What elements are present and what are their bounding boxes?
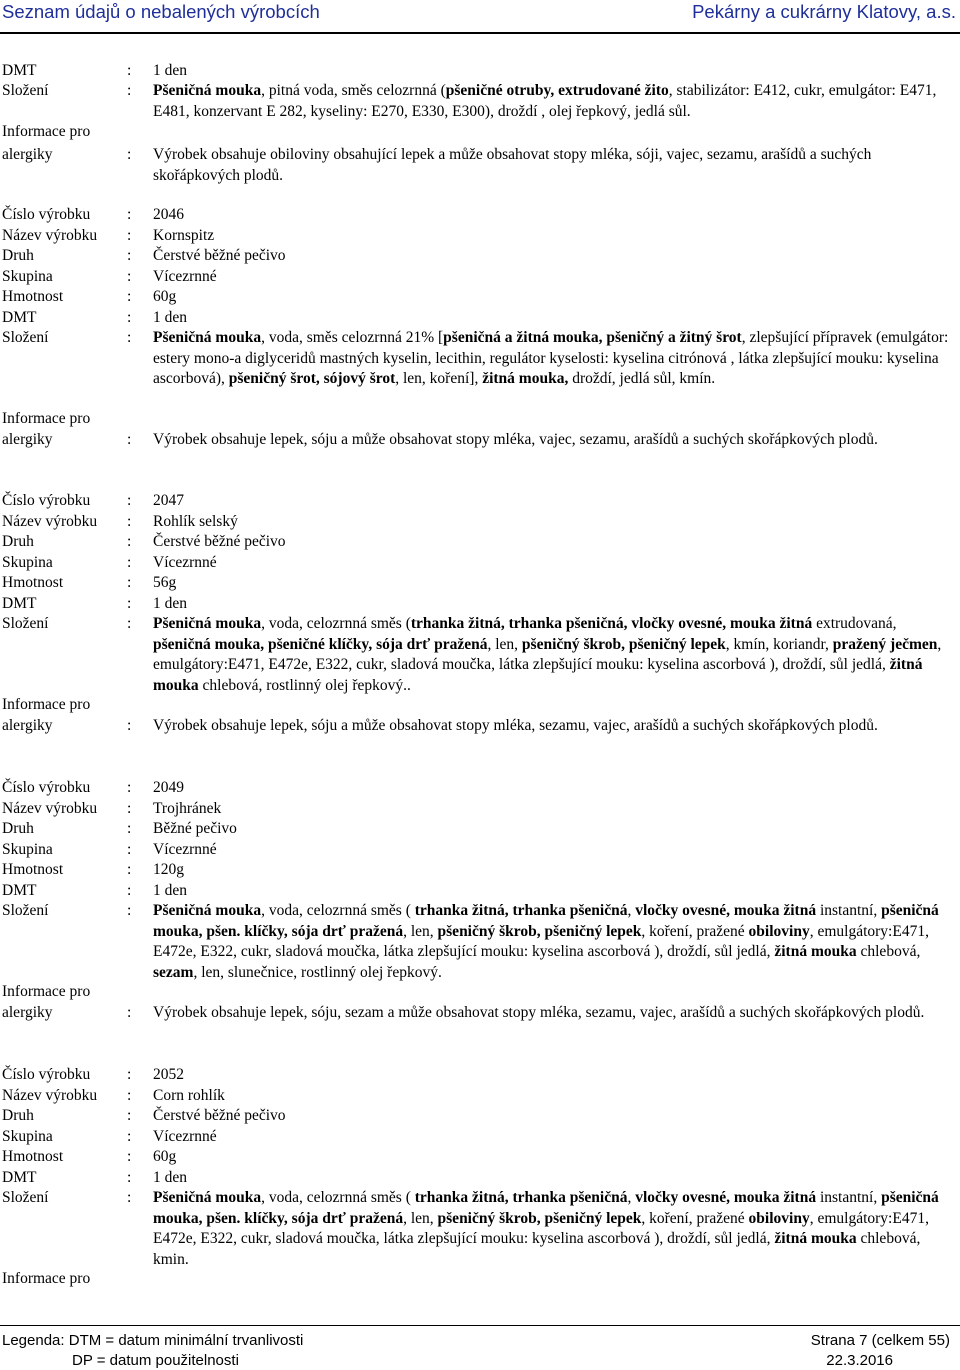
field-colon: : <box>127 881 132 899</box>
allergen-highlight: Pšeničná mouka <box>153 902 262 919</box>
composition-text <box>153 614 958 696</box>
field-label: Název výrobku <box>2 226 98 244</box>
field-label: Složení <box>2 82 49 99</box>
field-colon: : <box>127 512 132 530</box>
field-label: Složení <box>2 329 49 346</box>
allergen-highlight: pšeničná mouka, pšen. klíčky, sója drť pražená <box>153 902 939 940</box>
composition-segment: , len, <box>403 1209 438 1227</box>
footer-page-number: Strana 7 (celkem 55) <box>810 1332 950 1349</box>
field-value: 1 den <box>153 308 188 326</box>
field-label: Složení <box>2 1189 49 1206</box>
allergen-highlight: Pšeničná mouka <box>153 1189 262 1206</box>
field-value: Corn rohlík <box>153 1086 225 1104</box>
composition-segment: , voda, celozrnná směs ( <box>261 1189 415 1206</box>
field-label: alergiky <box>2 1004 53 1021</box>
field-value: Výrobek obsahuje obiloviny obsahující lepek a může obsahovat stopy mléka, sóji, vajec, sezamu, arašídů a suchých skořápkových plodů. <box>153 146 872 184</box>
allergen-highlight: pšeničná mouka, pšeničné klíčky, sója drť pražená <box>153 635 488 653</box>
composition-segment: chlebová, rostlinný olej řepkový.. <box>198 676 411 694</box>
composition-segment: , voda, celozrnná směs ( <box>261 902 415 919</box>
header-document-title: Seznam údajů o nebalených výrobcích <box>2 1 320 22</box>
field-value: Výrobek obsahuje lepek, sóju, sezam a může obsahovat stopy mléka, sezamu, vajec, arašídů a suchých skořápkových plodů. <box>153 1004 925 1021</box>
field-colon: : <box>127 288 132 305</box>
allergen-highlight: mouka žitná <box>733 902 817 919</box>
field-value: Běžné pečivo <box>153 820 237 837</box>
header-divider <box>0 32 960 34</box>
composition-segment: instantní, <box>816 902 882 919</box>
field-label: Informace pro <box>2 410 91 427</box>
field-colon: : <box>127 615 132 632</box>
field-label: Informace pro <box>2 123 91 140</box>
composition-segment: , <box>627 902 636 919</box>
field-value: Vícezrnné <box>153 267 217 285</box>
allergen-highlight: obiloviny <box>748 922 810 940</box>
composition-segment: , koření, pražené <box>641 922 749 940</box>
allergen-highlight: trhanka žitná, trhanka pšeničná <box>414 902 628 919</box>
field-value: Čerstvé běžné pečivo <box>153 247 286 264</box>
field-colon: : <box>127 840 132 858</box>
allergen-highlight: mouka žitná <box>733 1189 817 1206</box>
field-label: Hmotnost <box>2 1148 64 1165</box>
field-value: 1 den <box>153 1168 188 1186</box>
allergen-highlight: trhanka žitná, trhanka pšeničná <box>414 1189 628 1206</box>
field-label: Druh <box>2 247 34 264</box>
allergen-highlight: pšeničné otruby, extrudované žito <box>445 82 669 99</box>
allergen-highlight: pšeničný škrob, pšeničný lepek <box>437 922 642 940</box>
field-value: Trojhránek <box>153 799 222 817</box>
field-label: Skupina <box>2 840 53 858</box>
field-label: Informace pro <box>2 696 91 713</box>
field-label: DMT <box>2 1168 37 1186</box>
allergen-highlight: žitná mouka <box>774 1230 857 1247</box>
field-colon: : <box>127 779 132 796</box>
composition-segment: chlebová, <box>856 943 921 960</box>
composition-segment: , koření, pražené <box>641 1209 749 1227</box>
composition-segment: , len, <box>487 635 522 653</box>
footer-legend-dp: DP = datum použitelnosti <box>72 1352 239 1369</box>
field-colon: : <box>127 1066 132 1083</box>
field-value: 2047 <box>153 492 184 509</box>
field-colon: : <box>127 82 132 99</box>
field-value: Čerstvé běžné pečivo <box>153 533 286 550</box>
footer-legend-dmt: Legenda: DTM = datum minimální trvanlivosti <box>2 1332 304 1349</box>
field-value: 1 den <box>153 62 188 79</box>
composition-text <box>153 328 958 390</box>
composition-text <box>153 901 958 983</box>
field-colon: : <box>127 820 132 837</box>
field-colon: : <box>127 594 132 612</box>
allergen-highlight: vločky ovesné, <box>635 902 730 919</box>
field-label: Číslo výrobku <box>2 1066 91 1083</box>
field-colon: : <box>127 247 132 264</box>
field-colon: : <box>127 861 132 878</box>
header-company-name: Pekárny a cukrárny Klatovy, a.s. <box>692 1 956 22</box>
field-value: 2046 <box>153 206 184 223</box>
field-colon: : <box>127 431 132 448</box>
allergen-highlight: Pšeničná mouka <box>153 329 262 346</box>
composition-segment: , len, koření], <box>395 370 483 387</box>
field-colon: : <box>127 267 132 285</box>
field-label: alergiky <box>2 431 53 448</box>
field-label: Druh <box>2 820 34 837</box>
field-label: alergiky <box>2 717 53 734</box>
field-value: 60g <box>153 1148 177 1165</box>
field-label: Číslo výrobku <box>2 779 91 796</box>
field-colon: : <box>127 799 132 817</box>
field-colon: : <box>127 329 132 346</box>
allergen-highlight: pšeničná a žitná mouka, pšeničný a žitný šrot <box>443 329 742 346</box>
field-colon: : <box>127 62 132 79</box>
allergen-highlight: pšeničný šrot, sójový šrot <box>228 370 396 387</box>
field-colon: : <box>127 1004 132 1021</box>
field-label: DMT <box>2 594 37 612</box>
field-colon: : <box>127 206 132 223</box>
field-value: 1 den <box>153 594 188 612</box>
field-label: Skupina <box>2 553 53 571</box>
page-header <box>0 0 960 32</box>
field-value: Čerstvé běžné pečivo <box>153 1107 286 1124</box>
field-value: Vícezrnné <box>153 840 217 858</box>
field-label: DMT <box>2 881 37 899</box>
footer-divider <box>0 1325 960 1326</box>
field-colon: : <box>127 1107 132 1124</box>
field-value: 2049 <box>153 779 184 796</box>
composition-segment: instantní, <box>816 1189 882 1206</box>
field-colon: : <box>127 146 132 163</box>
composition-segment: chlebová, kmin. <box>153 1230 921 1268</box>
field-colon: : <box>127 1086 132 1104</box>
field-colon: : <box>127 1127 132 1145</box>
field-colon: : <box>127 902 132 919</box>
composition-segment: , emulgátory:E471, E472e, E322, cukr, sladová moučka, látka zlepšující mouku: kyselina ascorbová ), droždí, sůl jedlá, <box>153 922 929 960</box>
allergen-highlight: pražený ječmen <box>832 635 938 653</box>
composition-segment: , <box>627 1189 636 1206</box>
field-label: Název výrobku <box>2 799 98 817</box>
composition-segment: , voda, celozrnná směs ( <box>261 615 411 632</box>
field-label: Číslo výrobku <box>2 206 91 223</box>
composition-segment: droždí, jedlá sůl, kmín. <box>568 370 716 387</box>
field-value: Vícezrnné <box>153 553 217 571</box>
field-label: alergiky <box>2 146 53 163</box>
field-colon: : <box>127 553 132 571</box>
field-colon: : <box>127 1148 132 1165</box>
field-label: Hmotnost <box>2 288 64 305</box>
allergen-highlight: trhanka žitná, trhanka pšeničná, vločky ovesné, mouka žitná <box>410 615 813 632</box>
composition-segment: , zlepšující přípravek (emulgátor: estery mono-a diglyceridů mastných kyselin, lecithin, regulátor kyselosti: kyselina citrónová , látka zlepšující mouku: kyselina ascorbová), <box>153 329 949 387</box>
allergen-highlight: sezam <box>153 963 194 981</box>
field-label: Informace pro <box>2 983 91 1000</box>
composition-segment: , voda, směs celozrnná 21% [ <box>261 329 444 346</box>
field-value: 1 den <box>153 881 188 899</box>
composition-text <box>153 81 958 122</box>
field-label: Skupina <box>2 267 53 285</box>
field-label: Složení <box>2 902 49 919</box>
field-label: DMT <box>2 308 37 326</box>
allergen-highlight: obiloviny <box>748 1209 810 1227</box>
field-label: Hmotnost <box>2 574 64 591</box>
field-colon: : <box>127 574 132 591</box>
field-value: Vícezrnné <box>153 1127 217 1145</box>
composition-text <box>153 1188 958 1270</box>
allergen-highlight: Pšeničná mouka <box>153 82 262 99</box>
allergen-highlight: žitná mouka <box>774 943 857 960</box>
composition-segment: extrudovaná, <box>812 615 897 632</box>
allergen-highlight: vločky ovesné, <box>635 1189 730 1206</box>
composition-segment: , kmín, koriandr, <box>725 635 833 653</box>
field-label: DMT <box>2 62 37 79</box>
field-colon: : <box>127 717 132 734</box>
allergen-highlight: Pšeničná mouka <box>153 615 262 632</box>
composition-segment: , emulgátory:E471, E472e, E322, cukr, sladová moučka, látka zlepšující mouku: kyselina ascorbová ), droždí, sůl jedlá, <box>153 635 942 673</box>
allergen-highlight: žitná mouka, <box>482 370 569 387</box>
field-value: Rohlík selský <box>153 512 238 530</box>
field-label: Informace pro <box>2 1270 91 1287</box>
allergen-highlight: žitná mouka <box>153 656 923 694</box>
field-label: Název výrobku <box>2 512 98 530</box>
composition-segment: , len, <box>403 922 438 940</box>
field-value: 2052 <box>153 1066 184 1083</box>
field-label: Druh <box>2 533 34 550</box>
allergen-highlight: pšeničná mouka, pšen. klíčky, sója drť pražená <box>153 1189 939 1227</box>
field-colon: : <box>127 1189 132 1206</box>
allergen-highlight: pšeničný škrob, pšeničný lepek <box>521 635 726 653</box>
field-value: 60g <box>153 288 177 305</box>
field-label: Složení <box>2 615 49 632</box>
field-value: 56g <box>153 574 177 591</box>
field-value: Výrobek obsahuje lepek, sóju a může obsahovat stopy mléka, vajec, sezamu, arašídů a suchých skořápkových plodů. <box>153 431 878 448</box>
field-label: Název výrobku <box>2 1086 98 1104</box>
field-label: Číslo výrobku <box>2 492 91 509</box>
allergen-highlight: pšeničný škrob, pšeničný lepek <box>437 1209 642 1227</box>
composition-segment: , pitná voda, směs celozrnná ( <box>261 82 446 99</box>
field-label: Hmotnost <box>2 861 64 878</box>
field-colon: : <box>127 533 132 550</box>
field-colon: : <box>127 226 132 244</box>
footer-date: 22.3.2016 <box>826 1352 893 1369</box>
composition-segment: , stabilizátor: E412, cukr, emulgátor: E471, E481, konzervant E 282, kyseliny: E270, E330, E300), droždí , olej řepkový, jedlá sůl. <box>153 82 937 120</box>
field-value: Kornspitz <box>153 226 215 244</box>
field-colon: : <box>127 1168 132 1186</box>
field-value: Výrobek obsahuje lepek, sóju a může obsahovat stopy mléka, sezamu, vajec, arašídů a suchých skořápkových plodů. <box>153 717 878 734</box>
composition-segment: , emulgátory:E471, E472e, E322, cukr, sladová moučka, látka zlepšující mouku: kyselina ascorbová ), droždí, sůl jedlá, <box>153 1209 929 1247</box>
field-colon: : <box>127 492 132 509</box>
field-colon: : <box>127 308 132 326</box>
field-label: Skupina <box>2 1127 53 1145</box>
composition-segment: , len, slunečnice, rostlinný olej řepkový. <box>193 963 442 981</box>
field-value: 120g <box>153 861 184 878</box>
field-label: Druh <box>2 1107 34 1124</box>
